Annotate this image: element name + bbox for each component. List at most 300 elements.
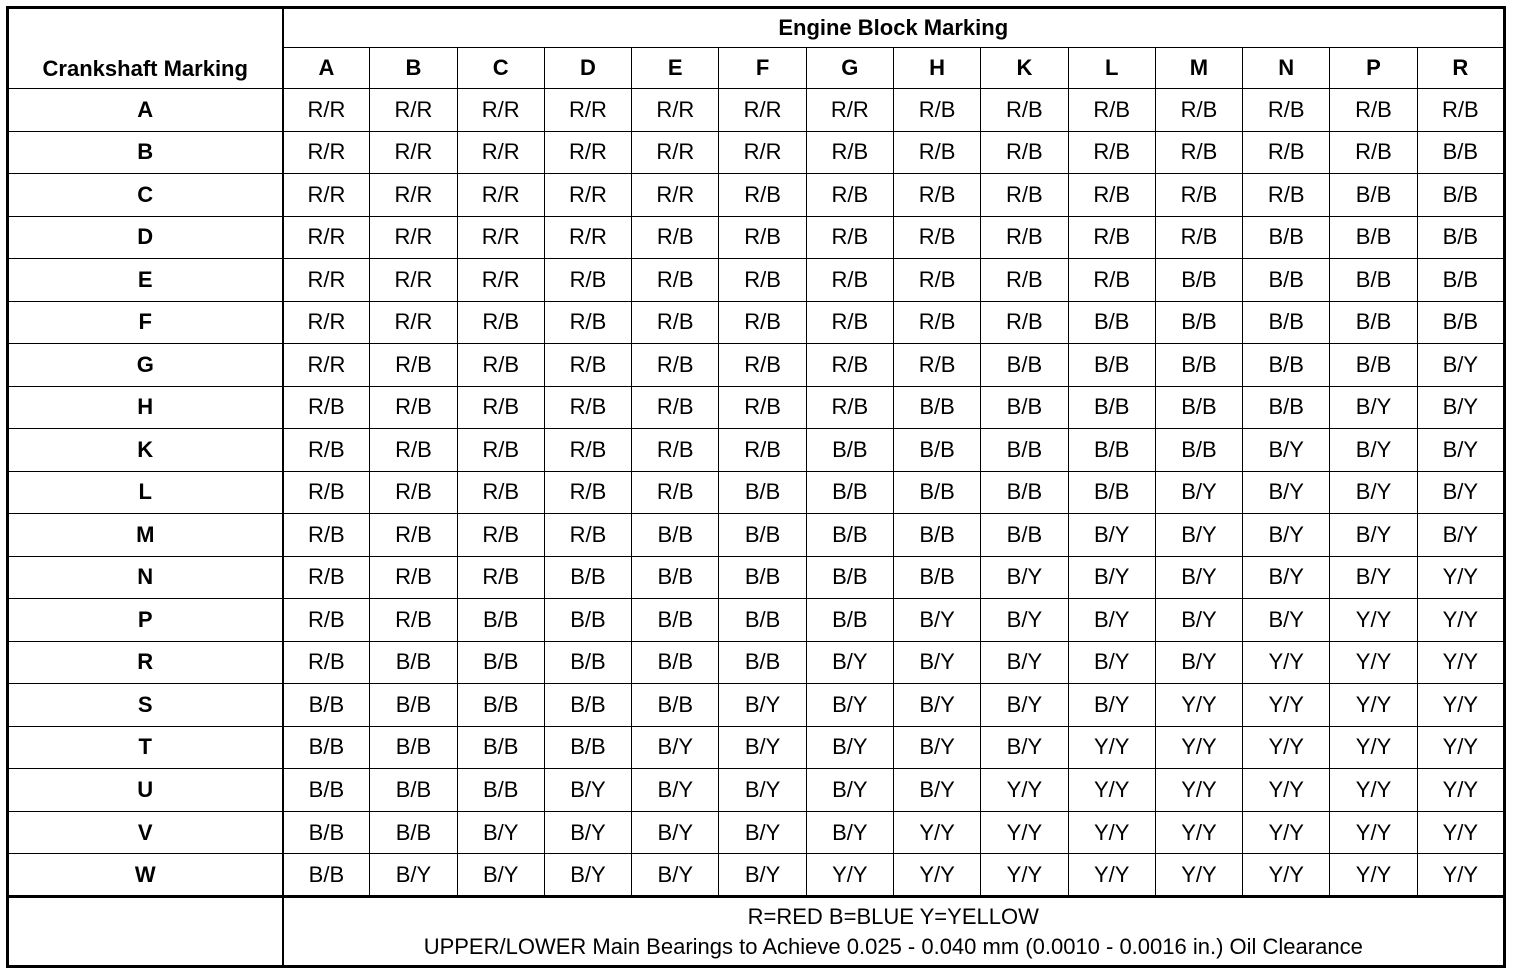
bearing-cell: Y/Y (1417, 854, 1504, 897)
bearing-cell: B/B (544, 641, 631, 684)
bearing-cell: R/B (632, 301, 719, 344)
bearing-cell: R/B (1155, 174, 1242, 217)
bearing-cell: B/Y (893, 726, 980, 769)
crank-row-p: P (8, 599, 283, 642)
bearing-cell: B/Y (893, 599, 980, 642)
bearing-cell: R/R (370, 89, 457, 132)
crank-row-d: D (8, 216, 283, 259)
bearing-cell: B/B (981, 344, 1068, 387)
bearing-cell: R/B (1068, 216, 1155, 259)
bearing-cell: R/B (283, 429, 370, 472)
bearing-cell: R/B (370, 429, 457, 472)
engine-block-marking-header: Engine Block Marking (283, 8, 1505, 48)
bearing-cell: B/Y (1243, 471, 1330, 514)
bearing-cell: B/Y (1068, 599, 1155, 642)
bearing-cell: Y/Y (1068, 726, 1155, 769)
bearing-cell: B/B (1330, 344, 1417, 387)
engine-col-c: C (457, 48, 544, 89)
bearing-cell: R/B (632, 259, 719, 302)
bearing-cell: B/Y (1068, 641, 1155, 684)
bearing-cell: Y/Y (1330, 769, 1417, 812)
engine-col-h: H (893, 48, 980, 89)
table-row (8, 641, 1505, 684)
table-row (8, 726, 1505, 769)
bearing-cell: R/B (719, 301, 806, 344)
bearing-cell: B/B (1068, 471, 1155, 514)
bearing-cell: B/B (457, 599, 544, 642)
bearing-cell: R/B (981, 216, 1068, 259)
table-row (8, 599, 1505, 642)
bearing-cell: B/Y (1330, 386, 1417, 429)
bearing-cell: Y/Y (1417, 769, 1504, 812)
bearing-cell: B/Y (719, 854, 806, 897)
bearing-cell: R/B (544, 301, 631, 344)
bearing-cell: Y/Y (1243, 726, 1330, 769)
bearing-cell: R/R (632, 131, 719, 174)
table-row (8, 386, 1505, 429)
bearing-cell: Y/Y (1243, 854, 1330, 897)
bearing-cell: R/R (457, 89, 544, 132)
bearing-cell: B/B (1417, 174, 1504, 217)
bearing-cell: B/Y (1417, 344, 1504, 387)
crank-row-l: L (8, 471, 283, 514)
bearing-cell: B/B (283, 811, 370, 854)
bearing-cell: R/R (806, 89, 893, 132)
bearing-selection-table (6, 6, 1506, 968)
bearing-cell: R/B (1417, 89, 1504, 132)
bearing-cell: Y/Y (981, 854, 1068, 897)
bearing-cell: B/Y (632, 769, 719, 812)
bearing-cell: B/B (1417, 131, 1504, 174)
bearing-cell: Y/Y (1330, 599, 1417, 642)
bearing-cell: R/B (283, 641, 370, 684)
bearing-cell: B/B (806, 599, 893, 642)
bearing-cell: R/R (370, 174, 457, 217)
bearing-cell: R/R (370, 301, 457, 344)
bearing-cell: R/R (457, 259, 544, 302)
bearing-cell: R/B (1068, 259, 1155, 302)
bearing-cell: B/B (1243, 344, 1330, 387)
bearing-cell: B/Y (457, 811, 544, 854)
bearing-cell: B/Y (1155, 514, 1242, 557)
bearing-cell: B/Y (1330, 429, 1417, 472)
table-row (8, 556, 1505, 599)
bearing-cell: R/R (370, 259, 457, 302)
table-row (8, 429, 1505, 472)
crank-row-h: H (8, 386, 283, 429)
bearing-cell: B/B (632, 556, 719, 599)
crank-row-b: B (8, 131, 283, 174)
bearing-cell: B/Y (1330, 471, 1417, 514)
table-row (8, 471, 1505, 514)
crank-row-t: T (8, 726, 283, 769)
bearing-cell: B/Y (632, 854, 719, 897)
bearing-cell: R/R (632, 174, 719, 217)
bearing-cell: B/Y (1155, 471, 1242, 514)
bearing-cell: B/Y (1155, 599, 1242, 642)
bearing-cell: B/B (544, 726, 631, 769)
bearing-cell: Y/Y (1243, 684, 1330, 727)
crank-row-f: F (8, 301, 283, 344)
crank-row-e: E (8, 259, 283, 302)
bearing-cell: B/B (893, 471, 980, 514)
bearing-cell: B/B (370, 684, 457, 727)
bearing-cell: B/Y (806, 769, 893, 812)
bearing-cell: B/B (1417, 301, 1504, 344)
bearing-cell: Y/Y (1330, 726, 1417, 769)
bearing-cell: B/B (1155, 386, 1242, 429)
bearing-cell: R/B (370, 471, 457, 514)
engine-col-g: G (806, 48, 893, 89)
bearing-cell: B/B (370, 726, 457, 769)
bearing-cell: B/Y (981, 684, 1068, 727)
table-row (8, 131, 1505, 174)
bearing-cell: B/Y (544, 854, 631, 897)
bearing-cell: R/B (893, 259, 980, 302)
bearing-cell: R/B (457, 301, 544, 344)
bearing-cell: R/R (544, 131, 631, 174)
bearing-cell: B/Y (1068, 556, 1155, 599)
table-row (8, 684, 1505, 727)
bearing-cell: Y/Y (1330, 811, 1417, 854)
bearing-cell: B/B (893, 556, 980, 599)
bearing-cell: B/Y (1243, 556, 1330, 599)
bearing-cell: B/Y (719, 726, 806, 769)
bearing-cell: B/B (1155, 344, 1242, 387)
bearing-cell: Y/Y (1330, 641, 1417, 684)
bearing-cell: R/B (893, 89, 980, 132)
bearing-cell: Y/Y (1243, 769, 1330, 812)
crank-row-v: V (8, 811, 283, 854)
bearing-cell: R/B (806, 216, 893, 259)
crank-row-u: U (8, 769, 283, 812)
bearing-cell: B/Y (981, 726, 1068, 769)
bearing-cell: B/Y (806, 684, 893, 727)
table-row (8, 301, 1505, 344)
oil-clearance-note: UPPER/LOWER Main Bearings to Achieve 0.025 - 0.040 mm (0.0010 - 0.0016 in.) Oil Clearance (423, 933, 1363, 959)
bearing-cell: Y/Y (1417, 726, 1504, 769)
bearing-cell: B/B (1330, 259, 1417, 302)
bearing-cell: B/B (806, 429, 893, 472)
bearing-cell: B/Y (806, 641, 893, 684)
bearing-cell: R/B (283, 386, 370, 429)
bearing-cell: B/Y (893, 769, 980, 812)
bearing-cell: B/B (283, 726, 370, 769)
bearing-cell: B/Y (981, 599, 1068, 642)
bearing-cell: Y/Y (893, 811, 980, 854)
bearing-cell: B/Y (632, 811, 719, 854)
bearing-cell: R/B (806, 344, 893, 387)
bearing-cell: B/B (719, 556, 806, 599)
bearing-cell: B/Y (1417, 386, 1504, 429)
bearing-cell: R/B (981, 174, 1068, 217)
bearing-cell: B/Y (1330, 514, 1417, 557)
bearing-cell: R/B (1068, 131, 1155, 174)
bearing-cell: B/B (1330, 301, 1417, 344)
bearing-cell: Y/Y (1155, 726, 1242, 769)
bearing-cell: R/B (1330, 89, 1417, 132)
bearing-cell: R/B (719, 386, 806, 429)
bearing-cell: R/B (283, 514, 370, 557)
bearing-cell: R/B (719, 429, 806, 472)
table-row (8, 514, 1505, 557)
bearing-cell: Y/Y (1068, 854, 1155, 897)
bearing-cell: R/B (632, 471, 719, 514)
bearing-cell: R/B (457, 514, 544, 557)
bearing-cell: R/R (283, 344, 370, 387)
bearing-cell: B/B (719, 514, 806, 557)
bearing-cell: B/B (370, 769, 457, 812)
bearing-cell: B/Y (981, 641, 1068, 684)
bearing-cell: B/B (1243, 216, 1330, 259)
bearing-cell: R/B (1330, 131, 1417, 174)
bearing-cell: R/R (283, 216, 370, 259)
bearing-cell: Y/Y (1155, 854, 1242, 897)
bearing-cell: B/B (283, 769, 370, 812)
bearing-cell: B/B (893, 514, 980, 557)
bearing-cell: R/R (283, 174, 370, 217)
crank-row-g: G (8, 344, 283, 387)
bearing-cell: R/B (981, 89, 1068, 132)
bearing-cell: B/B (1155, 259, 1242, 302)
bearing-cell: B/B (632, 684, 719, 727)
bearing-cell: R/B (457, 344, 544, 387)
bearing-cell: R/R (283, 301, 370, 344)
bearing-cell: B/Y (457, 854, 544, 897)
engine-col-m: M (1155, 48, 1242, 89)
bearing-cell: B/B (457, 769, 544, 812)
bearing-cell: B/Y (719, 769, 806, 812)
bearing-cell: B/B (632, 599, 719, 642)
bearing-cell: R/B (370, 514, 457, 557)
bearing-cell: R/R (632, 89, 719, 132)
bearing-cell: Y/Y (1417, 556, 1504, 599)
bearing-cell: R/R (719, 89, 806, 132)
table-row (8, 769, 1505, 812)
table-row (8, 811, 1505, 854)
bearing-cell: R/B (1155, 131, 1242, 174)
bearing-cell: B/B (1417, 216, 1504, 259)
bearing-cell: R/R (544, 216, 631, 259)
bearing-cell: Y/Y (981, 811, 1068, 854)
bearing-cell: R/B (370, 599, 457, 642)
bearing-cell: B/B (719, 471, 806, 514)
bearing-cell: B/B (283, 684, 370, 727)
bearing-cell: B/Y (544, 811, 631, 854)
bearing-cell: B/B (981, 386, 1068, 429)
footer-blank-cell (8, 897, 283, 967)
bearing-cell: B/B (1155, 429, 1242, 472)
bearing-cell: B/B (981, 429, 1068, 472)
engine-col-n: N (1243, 48, 1330, 89)
bearing-cell: Y/Y (1417, 684, 1504, 727)
bearing-cell: R/B (1243, 174, 1330, 217)
engine-col-r: R (1417, 48, 1504, 89)
bearing-cell: R/B (544, 344, 631, 387)
crank-row-a: A (8, 89, 283, 132)
bearing-cell: B/Y (893, 684, 980, 727)
bearing-cell: R/B (981, 259, 1068, 302)
bearing-cell: R/R (719, 131, 806, 174)
bearing-cell: R/B (981, 301, 1068, 344)
bearing-cell: R/B (893, 301, 980, 344)
bearing-cell: B/B (632, 514, 719, 557)
bearing-cell: R/B (370, 386, 457, 429)
bearing-cell: R/B (719, 259, 806, 302)
bearing-cell: R/B (893, 216, 980, 259)
bearing-cell: R/B (283, 599, 370, 642)
bearing-cell: B/B (981, 514, 1068, 557)
bearing-cell: B/Y (806, 811, 893, 854)
bearing-cell: R/B (457, 556, 544, 599)
bearing-cell: R/B (1243, 131, 1330, 174)
bearing-cell: R/R (283, 259, 370, 302)
bearing-cell: B/Y (719, 811, 806, 854)
bearing-cell: Y/Y (1243, 641, 1330, 684)
table-row (8, 174, 1505, 217)
bearing-cell: Y/Y (806, 854, 893, 897)
bearing-cell: B/B (981, 471, 1068, 514)
bearing-cell: R/B (1243, 89, 1330, 132)
bearing-cell: B/Y (1243, 514, 1330, 557)
engine-col-b: B (370, 48, 457, 89)
bearing-cell: R/R (457, 174, 544, 217)
bearing-cell: B/B (457, 641, 544, 684)
bearing-cell: R/R (283, 89, 370, 132)
bearing-cell: R/B (457, 386, 544, 429)
bearing-cell: B/Y (370, 854, 457, 897)
table-row (8, 259, 1505, 302)
bearing-cell: R/B (632, 429, 719, 472)
bearing-cell: R/B (893, 174, 980, 217)
bearing-cell: B/B (1330, 174, 1417, 217)
table-row (8, 854, 1505, 897)
bearing-cell: R/B (632, 344, 719, 387)
bearing-cell: R/B (1155, 89, 1242, 132)
bearing-cell: Y/Y (1155, 684, 1242, 727)
bearing-cell: B/B (544, 556, 631, 599)
bearing-cell: B/Y (893, 641, 980, 684)
bearing-cell: R/B (544, 386, 631, 429)
bearing-cell: R/R (370, 131, 457, 174)
crank-row-c: C (8, 174, 283, 217)
bearing-cell: R/B (806, 131, 893, 174)
bearing-cell: B/B (1330, 216, 1417, 259)
bearing-cell: R/B (806, 174, 893, 217)
bearing-cell: R/R (544, 174, 631, 217)
bearing-cell: R/B (544, 259, 631, 302)
bearing-cell: R/R (283, 131, 370, 174)
bearing-cell: R/B (806, 259, 893, 302)
bearing-cell: B/Y (632, 726, 719, 769)
table-row (8, 89, 1505, 132)
bearing-cell: R/B (719, 174, 806, 217)
bearing-cell: R/R (544, 89, 631, 132)
bearing-cell: R/B (1068, 89, 1155, 132)
bearing-cell: B/B (806, 471, 893, 514)
bearing-cell: Y/Y (1417, 599, 1504, 642)
bearing-cell: Y/Y (1417, 641, 1504, 684)
bearing-cell: B/B (806, 556, 893, 599)
bearing-cell: B/Y (1068, 514, 1155, 557)
engine-col-l: L (1068, 48, 1155, 89)
bearing-cell: R/B (806, 386, 893, 429)
engine-col-f: F (719, 48, 806, 89)
bearing-cell: B/B (1243, 259, 1330, 302)
bearing-cell: B/B (457, 726, 544, 769)
engine-col-d: D (544, 48, 631, 89)
bearing-cell: R/B (283, 556, 370, 599)
bearing-cell: B/Y (806, 726, 893, 769)
bearing-cell: B/B (1243, 301, 1330, 344)
bearing-cell: R/B (632, 386, 719, 429)
bearing-cell: R/B (544, 429, 631, 472)
bearing-cell: B/Y (544, 769, 631, 812)
bearing-cell: B/B (1243, 386, 1330, 429)
bearing-cell: R/R (370, 216, 457, 259)
bearing-cell: R/B (457, 429, 544, 472)
bearing-cell: R/B (370, 556, 457, 599)
bearing-cell: B/B (1068, 386, 1155, 429)
bearing-cell: B/B (1068, 301, 1155, 344)
bearing-cell: B/Y (1417, 429, 1504, 472)
bearing-cell: Y/Y (981, 769, 1068, 812)
bearing-cell: B/B (370, 641, 457, 684)
bearing-cell: Y/Y (1068, 769, 1155, 812)
bearing-cell: B/Y (1068, 684, 1155, 727)
bearing-cell: B/Y (1155, 641, 1242, 684)
footer-notes (283, 897, 1505, 967)
bearing-cell: B/Y (1155, 556, 1242, 599)
bearing-cell: B/B (632, 641, 719, 684)
bearing-cell: R/B (544, 514, 631, 557)
bearing-cell: R/B (893, 344, 980, 387)
bearing-cell: R/B (719, 344, 806, 387)
crank-row-w: W (8, 854, 283, 897)
table-body (8, 89, 1505, 897)
bearing-cell: B/B (544, 684, 631, 727)
table-row (8, 344, 1505, 387)
bearing-cell: R/R (457, 131, 544, 174)
engine-col-k: K (981, 48, 1068, 89)
bearing-cell: R/B (893, 131, 980, 174)
bearing-cell: B/Y (1330, 556, 1417, 599)
bearing-cell: B/B (457, 684, 544, 727)
bearing-cell: R/B (370, 344, 457, 387)
bearing-cell: R/B (283, 471, 370, 514)
bearing-cell: R/B (457, 471, 544, 514)
bearing-cell: R/B (719, 216, 806, 259)
bearing-cell: B/Y (1243, 599, 1330, 642)
crank-row-m: M (8, 514, 283, 557)
bearing-cell: R/B (544, 471, 631, 514)
engine-col-e: E (632, 48, 719, 89)
bearing-cell: B/B (806, 514, 893, 557)
bearing-cell: Y/Y (1330, 854, 1417, 897)
bearing-cell: Y/Y (1330, 684, 1417, 727)
bearing-cell: B/B (893, 429, 980, 472)
bearing-cell: R/B (1155, 216, 1242, 259)
color-legend: R=RED B=BLUE Y=YELLOW (747, 903, 1039, 929)
bearing-cell: Y/Y (1243, 811, 1330, 854)
bearing-cell: B/Y (1417, 471, 1504, 514)
crank-row-r: R (8, 641, 283, 684)
bearing-cell: R/B (632, 216, 719, 259)
bearing-cell: B/B (1068, 429, 1155, 472)
bearing-cell: B/Y (1243, 429, 1330, 472)
crank-row-n: N (8, 556, 283, 599)
bearing-cell: R/B (1068, 174, 1155, 217)
